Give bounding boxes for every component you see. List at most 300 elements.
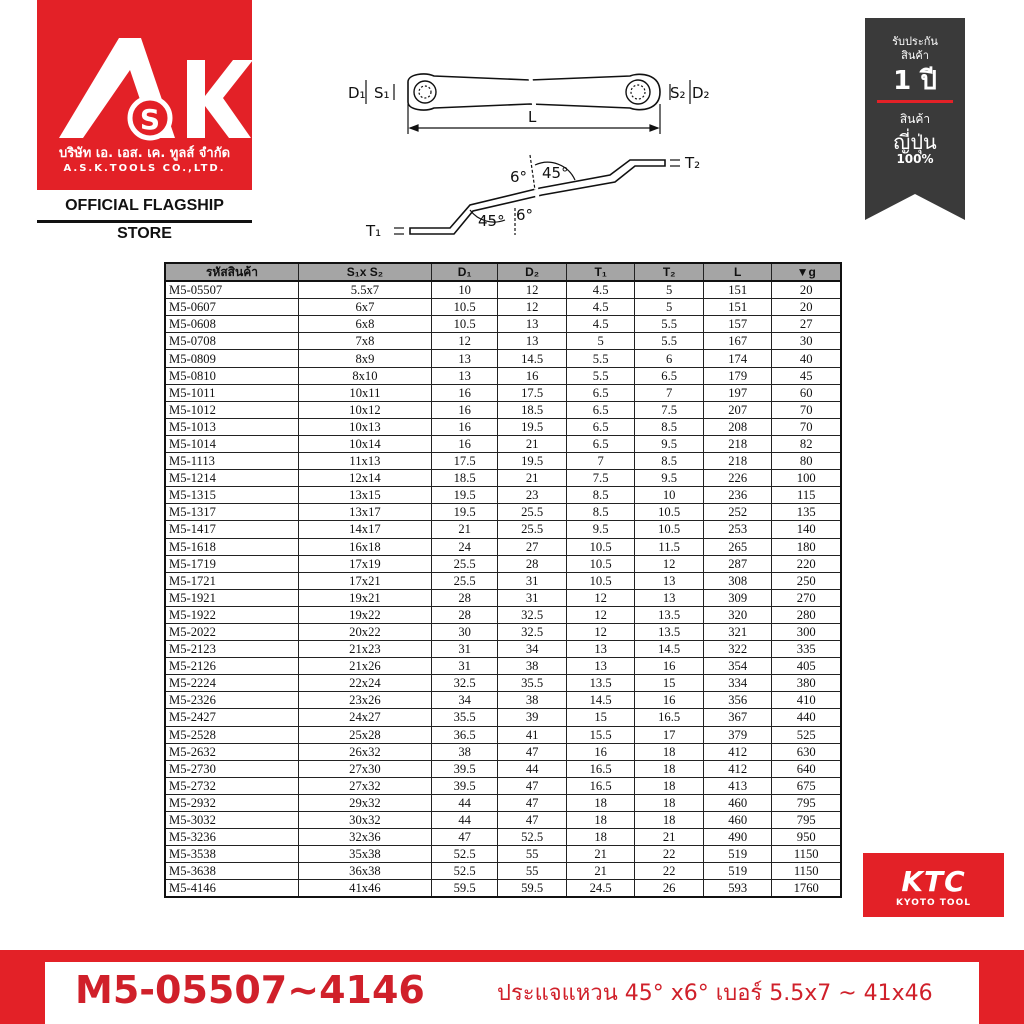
cell-d1: 25.5 xyxy=(431,572,497,589)
cell-code: M5-1417 xyxy=(165,521,298,538)
cell-size: 29x32 xyxy=(298,794,431,811)
cell-size: 14x17 xyxy=(298,521,431,538)
col-header-t2: T₂ xyxy=(635,263,704,281)
cell-size: 19x22 xyxy=(298,606,431,623)
cell-l: 367 xyxy=(703,709,772,726)
cell-t2: 5 xyxy=(635,299,704,316)
col-header-l: L xyxy=(703,263,772,281)
label-angle-6b: 6° xyxy=(516,206,534,224)
cell-weight: 1150 xyxy=(772,846,841,863)
cell-d1: 10.5 xyxy=(431,299,497,316)
cell-t1: 24.5 xyxy=(566,880,635,898)
cell-t2: 18 xyxy=(635,743,704,760)
cell-weight: 20 xyxy=(772,299,841,316)
cell-t2: 26 xyxy=(635,880,704,898)
cell-d1: 16 xyxy=(431,418,497,435)
cell-weight: 795 xyxy=(772,794,841,811)
svg-text:S: S xyxy=(139,103,161,136)
company-name-thai: บริษัท เอ. เอส. เค. ทูลส์ จำกัด xyxy=(58,146,231,161)
cell-weight: 30 xyxy=(772,333,841,350)
cell-code: M5-1011 xyxy=(165,384,298,401)
cell-code: M5-1922 xyxy=(165,606,298,623)
table-row xyxy=(165,470,841,487)
cell-code: M5-1315 xyxy=(165,487,298,504)
cell-t2: 13.5 xyxy=(635,606,704,623)
cell-t2: 18 xyxy=(635,794,704,811)
cell-d1: 52.5 xyxy=(431,863,497,880)
table-row xyxy=(165,709,841,726)
spec-table xyxy=(164,262,842,898)
table-row xyxy=(165,641,841,658)
cell-d1: 32.5 xyxy=(431,675,497,692)
cell-code: M5-2224 xyxy=(165,675,298,692)
table-row xyxy=(165,726,841,743)
table-row xyxy=(165,316,841,333)
cell-code: M5-1113 xyxy=(165,453,298,470)
cell-t1: 4.5 xyxy=(566,316,635,333)
cell-l: 460 xyxy=(703,812,772,829)
ask-logo xyxy=(37,0,252,190)
cell-t1: 18 xyxy=(566,794,635,811)
cell-l: 379 xyxy=(703,726,772,743)
cell-d1: 10.5 xyxy=(431,316,497,333)
cell-t1: 6.5 xyxy=(566,384,635,401)
cell-d2: 34 xyxy=(498,641,567,658)
cell-l: 593 xyxy=(703,880,772,898)
cell-t2: 9.5 xyxy=(635,435,704,452)
cell-code: M5-05507 xyxy=(165,281,298,299)
warranty-line1: รับประกัน xyxy=(892,35,938,48)
cell-t1: 21 xyxy=(566,863,635,880)
cell-t2: 5.5 xyxy=(635,333,704,350)
cell-d2: 13 xyxy=(498,316,567,333)
cell-l: 218 xyxy=(703,453,772,470)
cell-t2: 10.5 xyxy=(635,521,704,538)
cell-d1: 16 xyxy=(431,435,497,452)
cell-size: 21x23 xyxy=(298,641,431,658)
cell-size: 21x26 xyxy=(298,658,431,675)
cell-d1: 16 xyxy=(431,401,497,418)
cell-weight: 380 xyxy=(772,675,841,692)
cell-d1: 34 xyxy=(431,692,497,709)
cell-size: 27x32 xyxy=(298,777,431,794)
cell-d2: 28 xyxy=(498,555,567,572)
cell-weight: 27 xyxy=(772,316,841,333)
cell-size: 36x38 xyxy=(298,863,431,880)
cell-t2: 7.5 xyxy=(635,401,704,418)
cell-weight: 60 xyxy=(772,384,841,401)
cell-t1: 15.5 xyxy=(566,726,635,743)
table-row xyxy=(165,401,841,418)
cell-size: 20x22 xyxy=(298,623,431,640)
cell-weight: 525 xyxy=(772,726,841,743)
cell-t1: 12 xyxy=(566,589,635,606)
table-row xyxy=(165,692,841,709)
cell-d2: 52.5 xyxy=(498,829,567,846)
cell-d1: 21 xyxy=(431,521,497,538)
cell-code: M5-2632 xyxy=(165,743,298,760)
cell-code: M5-2732 xyxy=(165,777,298,794)
cell-t1: 7.5 xyxy=(566,470,635,487)
cell-t2: 18 xyxy=(635,777,704,794)
col-header-weight: ▼g xyxy=(772,263,841,281)
cell-d1: 31 xyxy=(431,658,497,675)
cell-d1: 16 xyxy=(431,384,497,401)
cell-l: 413 xyxy=(703,777,772,794)
cell-size: 17x19 xyxy=(298,555,431,572)
label-t1: T₁ xyxy=(366,222,382,240)
cell-t1: 16.5 xyxy=(566,777,635,794)
cell-l: 252 xyxy=(703,504,772,521)
table-row xyxy=(165,384,841,401)
cell-d2: 47 xyxy=(498,777,567,794)
product-code-range: M5-05507~4146 xyxy=(75,968,425,1012)
cell-t1: 21 xyxy=(566,846,635,863)
cell-d2: 16 xyxy=(498,367,567,384)
cell-weight: 100 xyxy=(772,470,841,487)
cell-d2: 35.5 xyxy=(498,675,567,692)
cell-d1: 36.5 xyxy=(431,726,497,743)
cell-d1: 35.5 xyxy=(431,709,497,726)
cell-size: 26x32 xyxy=(298,743,431,760)
cell-d1: 39.5 xyxy=(431,760,497,777)
cell-size: 5.5x7 xyxy=(298,281,431,299)
table-row xyxy=(165,453,841,470)
cell-t1: 9.5 xyxy=(566,521,635,538)
cell-code: M5-3538 xyxy=(165,846,298,863)
cell-size: 8x10 xyxy=(298,367,431,384)
cell-t2: 16 xyxy=(635,692,704,709)
cell-l: 207 xyxy=(703,401,772,418)
cell-d2: 55 xyxy=(498,846,567,863)
cell-size: 35x38 xyxy=(298,846,431,863)
cell-d1: 25.5 xyxy=(431,555,497,572)
cell-size: 13x15 xyxy=(298,487,431,504)
table-row xyxy=(165,623,841,640)
cell-d2: 19.5 xyxy=(498,418,567,435)
cell-l: 322 xyxy=(703,641,772,658)
cell-t2: 13 xyxy=(635,572,704,589)
table-row xyxy=(165,418,841,435)
cell-d2: 55 xyxy=(498,863,567,880)
cell-size: 30x32 xyxy=(298,812,431,829)
cell-t2: 9.5 xyxy=(635,470,704,487)
cell-weight: 115 xyxy=(772,487,841,504)
cell-d1: 24 xyxy=(431,538,497,555)
table-row xyxy=(165,281,841,299)
cell-code: M5-0608 xyxy=(165,316,298,333)
cell-t2: 6.5 xyxy=(635,367,704,384)
cell-weight: 20 xyxy=(772,281,841,299)
cell-weight: 440 xyxy=(772,709,841,726)
table-row xyxy=(165,880,841,898)
cell-t1: 18 xyxy=(566,812,635,829)
col-header-t1: T₁ xyxy=(566,263,635,281)
ktc-brand: KTC xyxy=(901,865,966,898)
cell-l: 179 xyxy=(703,367,772,384)
cell-t1: 13.5 xyxy=(566,675,635,692)
cell-t1: 16 xyxy=(566,743,635,760)
cell-size: 27x30 xyxy=(298,760,431,777)
table-row xyxy=(165,794,841,811)
table-row xyxy=(165,538,841,555)
spec-table-body xyxy=(165,281,841,897)
table-row xyxy=(165,812,841,829)
label-s2: S₂ xyxy=(670,84,686,102)
cell-code: M5-2326 xyxy=(165,692,298,709)
cell-d1: 19.5 xyxy=(431,504,497,521)
ktc-logo xyxy=(863,853,1004,917)
table-row xyxy=(165,555,841,572)
table-row xyxy=(165,846,841,863)
cell-l: 287 xyxy=(703,555,772,572)
cell-t1: 4.5 xyxy=(566,299,635,316)
col-header-code: รหัสสินค้า xyxy=(165,263,298,281)
label-s1: S₁ xyxy=(374,84,390,102)
cell-t1: 12 xyxy=(566,606,635,623)
cell-code: M5-1719 xyxy=(165,555,298,572)
cell-code: M5-0708 xyxy=(165,333,298,350)
cell-d1: 17.5 xyxy=(431,453,497,470)
cell-weight: 82 xyxy=(772,435,841,452)
label-l: L xyxy=(528,108,537,126)
cell-code: M5-3638 xyxy=(165,863,298,880)
cell-d1: 28 xyxy=(431,606,497,623)
cell-weight: 1760 xyxy=(772,880,841,898)
cell-t2: 18 xyxy=(635,812,704,829)
cell-d1: 44 xyxy=(431,794,497,811)
cell-size: 11x13 xyxy=(298,453,431,470)
table-row xyxy=(165,606,841,623)
cell-d2: 21 xyxy=(498,470,567,487)
cell-t1: 13 xyxy=(566,641,635,658)
cell-d1: 12 xyxy=(431,333,497,350)
cell-d2: 44 xyxy=(498,760,567,777)
cell-t1: 7 xyxy=(566,453,635,470)
cell-code: M5-1317 xyxy=(165,504,298,521)
cell-t1: 12 xyxy=(566,623,635,640)
cell-code: M5-0607 xyxy=(165,299,298,316)
warranty-line2: สินค้า xyxy=(901,49,929,62)
cell-d2: 25.5 xyxy=(498,504,567,521)
cell-l: 334 xyxy=(703,675,772,692)
cell-d2: 59.5 xyxy=(498,880,567,898)
cell-weight: 135 xyxy=(772,504,841,521)
cell-t1: 14.5 xyxy=(566,692,635,709)
cell-d1: 38 xyxy=(431,743,497,760)
cell-weight: 180 xyxy=(772,538,841,555)
cell-size: 6x8 xyxy=(298,316,431,333)
cell-code: M5-1014 xyxy=(165,435,298,452)
cell-weight: 270 xyxy=(772,589,841,606)
company-name-english: A.S.K.TOOLS CO.,LTD. xyxy=(63,163,226,174)
cell-weight: 80 xyxy=(772,453,841,470)
origin-line1: สินค้า xyxy=(899,112,931,126)
cell-t2: 12 xyxy=(635,555,704,572)
col-header-size: S₁x S₂ xyxy=(298,263,431,281)
cell-d1: 59.5 xyxy=(431,880,497,898)
origin-line2: ญี่ปุ่น xyxy=(893,130,937,154)
cell-d2: 31 xyxy=(498,589,567,606)
cell-weight: 410 xyxy=(772,692,841,709)
cell-code: M5-0809 xyxy=(165,350,298,367)
wrench-diagram xyxy=(330,60,710,240)
cell-d2: 47 xyxy=(498,794,567,811)
label-angle-45a: 45° xyxy=(542,164,569,182)
cell-l: 321 xyxy=(703,623,772,640)
cell-l: 490 xyxy=(703,829,772,846)
cell-d1: 31 xyxy=(431,641,497,658)
cell-l: 412 xyxy=(703,760,772,777)
cell-t2: 10.5 xyxy=(635,504,704,521)
cell-t2: 22 xyxy=(635,863,704,880)
cell-t1: 16.5 xyxy=(566,760,635,777)
cell-weight: 280 xyxy=(772,606,841,623)
cell-l: 157 xyxy=(703,316,772,333)
cell-d2: 14.5 xyxy=(498,350,567,367)
table-row xyxy=(165,435,841,452)
cell-d2: 21 xyxy=(498,435,567,452)
cell-d1: 47 xyxy=(431,829,497,846)
cell-weight: 250 xyxy=(772,572,841,589)
cell-l: 167 xyxy=(703,333,772,350)
cell-t2: 7 xyxy=(635,384,704,401)
table-row xyxy=(165,504,841,521)
cell-code: M5-2730 xyxy=(165,760,298,777)
cell-t2: 8.5 xyxy=(635,418,704,435)
cell-t1: 10.5 xyxy=(566,555,635,572)
cell-code: M5-2528 xyxy=(165,726,298,743)
table-row xyxy=(165,829,841,846)
table-row xyxy=(165,658,841,675)
cell-weight: 950 xyxy=(772,829,841,846)
label-angle-6a: 6° xyxy=(510,168,528,186)
cell-d1: 30 xyxy=(431,623,497,640)
cell-weight: 300 xyxy=(772,623,841,640)
cell-size: 22x24 xyxy=(298,675,431,692)
cell-t2: 10 xyxy=(635,487,704,504)
label-t2: T₂ xyxy=(685,154,701,172)
cell-d2: 47 xyxy=(498,812,567,829)
cell-t2: 21 xyxy=(635,829,704,846)
flagship-label: OFFICIAL FLAGSHIP STORE xyxy=(37,192,252,223)
cell-code: M5-1012 xyxy=(165,401,298,418)
table-row xyxy=(165,572,841,589)
origin-percent: 100% xyxy=(896,152,934,166)
cell-l: 265 xyxy=(703,538,772,555)
cell-code: M5-2126 xyxy=(165,658,298,675)
cell-d2: 38 xyxy=(498,692,567,709)
cell-size: 32x36 xyxy=(298,829,431,846)
cell-weight: 70 xyxy=(772,418,841,435)
cell-t1: 6.5 xyxy=(566,401,635,418)
cell-l: 356 xyxy=(703,692,772,709)
cell-weight: 795 xyxy=(772,812,841,829)
cell-t1: 8.5 xyxy=(566,504,635,521)
cell-weight: 675 xyxy=(772,777,841,794)
cell-d1: 10 xyxy=(431,281,497,299)
cell-weight: 40 xyxy=(772,350,841,367)
cell-t2: 11.5 xyxy=(635,538,704,555)
cell-t1: 5 xyxy=(566,333,635,350)
cell-t1: 15 xyxy=(566,709,635,726)
cell-d2: 13 xyxy=(498,333,567,350)
cell-code: M5-1214 xyxy=(165,470,298,487)
cell-t1: 18 xyxy=(566,829,635,846)
cell-t2: 14.5 xyxy=(635,641,704,658)
cell-size: 10x14 xyxy=(298,435,431,452)
cell-t2: 16 xyxy=(635,658,704,675)
cell-d1: 28 xyxy=(431,589,497,606)
cell-size: 7x8 xyxy=(298,333,431,350)
cell-code: M5-3236 xyxy=(165,829,298,846)
cell-weight: 140 xyxy=(772,521,841,538)
cell-d2: 47 xyxy=(498,743,567,760)
cell-d1: 44 xyxy=(431,812,497,829)
cell-d2: 41 xyxy=(498,726,567,743)
col-header-d1: D₁ xyxy=(431,263,497,281)
cell-l: 460 xyxy=(703,794,772,811)
cell-l: 174 xyxy=(703,350,772,367)
cell-code: M5-2932 xyxy=(165,794,298,811)
label-d2: D₂ xyxy=(692,84,710,102)
cell-l: 354 xyxy=(703,658,772,675)
cell-code: M5-1618 xyxy=(165,538,298,555)
cell-l: 253 xyxy=(703,521,772,538)
cell-code: M5-2022 xyxy=(165,623,298,640)
warranty-ribbon xyxy=(865,18,965,220)
table-row xyxy=(165,743,841,760)
cell-weight: 1150 xyxy=(772,863,841,880)
cell-t1: 13 xyxy=(566,658,635,675)
cell-code: M5-4146 xyxy=(165,880,298,898)
table-row xyxy=(165,487,841,504)
cell-d1: 18.5 xyxy=(431,470,497,487)
cell-d2: 18.5 xyxy=(498,401,567,418)
cell-weight: 220 xyxy=(772,555,841,572)
cell-size: 6x7 xyxy=(298,299,431,316)
cell-d2: 38 xyxy=(498,658,567,675)
cell-l: 208 xyxy=(703,418,772,435)
cell-t1: 5.5 xyxy=(566,350,635,367)
cell-t2: 13.5 xyxy=(635,623,704,640)
cell-d2: 31 xyxy=(498,572,567,589)
cell-d1: 19.5 xyxy=(431,487,497,504)
cell-weight: 405 xyxy=(772,658,841,675)
cell-l: 226 xyxy=(703,470,772,487)
cell-t2: 5.5 xyxy=(635,316,704,333)
cell-d1: 13 xyxy=(431,350,497,367)
warranty-period: 1 ปี xyxy=(893,66,937,96)
cell-d2: 23 xyxy=(498,487,567,504)
table-row xyxy=(165,863,841,880)
cell-d2: 12 xyxy=(498,299,567,316)
cell-t2: 17 xyxy=(635,726,704,743)
cell-d2: 12 xyxy=(498,281,567,299)
cell-weight: 70 xyxy=(772,401,841,418)
cell-size: 10x13 xyxy=(298,418,431,435)
cell-size: 23x26 xyxy=(298,692,431,709)
cell-size: 10x11 xyxy=(298,384,431,401)
cell-size: 24x27 xyxy=(298,709,431,726)
cell-size: 25x28 xyxy=(298,726,431,743)
cell-weight: 630 xyxy=(772,743,841,760)
cell-size: 19x21 xyxy=(298,589,431,606)
cell-l: 308 xyxy=(703,572,772,589)
table-row xyxy=(165,589,841,606)
cell-d2: 17.5 xyxy=(498,384,567,401)
cell-d1: 39.5 xyxy=(431,777,497,794)
